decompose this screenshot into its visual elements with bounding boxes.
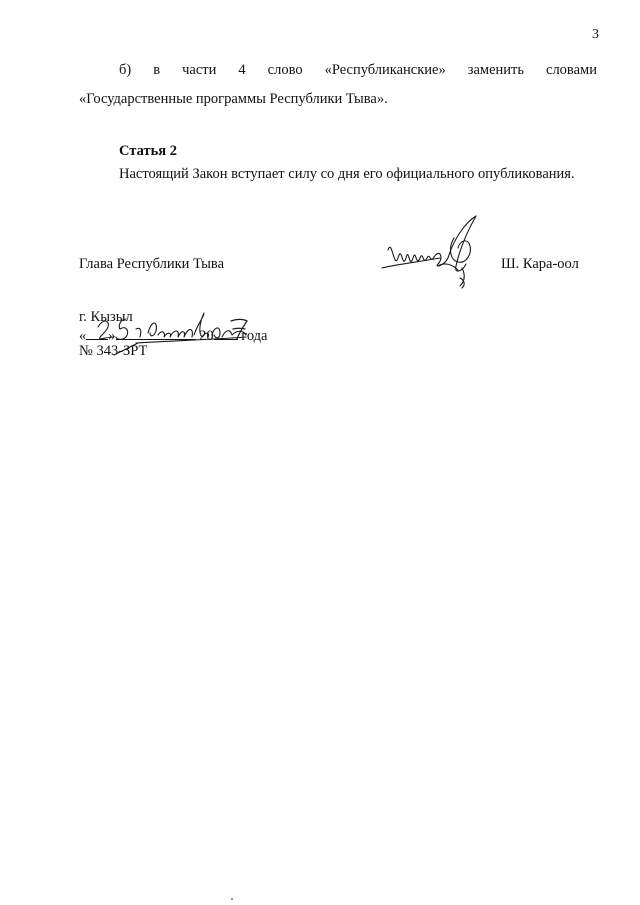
quote-close: » xyxy=(108,328,116,344)
item-b-word: слово xyxy=(267,62,303,78)
article-text: Настоящий Закон вступает силу со дня его официального опубликования. xyxy=(119,166,575,182)
item-b-line xyxy=(119,62,597,79)
item-b-word: б) xyxy=(119,62,132,78)
handwritten-signature xyxy=(378,208,486,292)
year-word: года xyxy=(241,328,268,344)
item-b-word: 4 xyxy=(238,62,246,78)
item-b-word: в xyxy=(153,62,161,78)
quote-open: « xyxy=(79,328,87,344)
city: г. Кызыл xyxy=(79,309,133,325)
handwritten-year-digit xyxy=(225,315,251,341)
item-b-word: словами xyxy=(546,62,597,78)
item-b-word: «Республиканские» xyxy=(324,62,446,78)
handwritten-number-stroke xyxy=(112,339,140,359)
item-b-continuation: «Государственные программы Республики Тыва». xyxy=(79,91,388,107)
law-number: № 343-ЗРТ xyxy=(79,343,148,359)
item-b-word: заменить xyxy=(467,62,524,78)
scan-dot xyxy=(231,898,233,900)
century: 20 xyxy=(199,328,214,344)
signatory-title: Глава Республики Тыва xyxy=(79,256,225,272)
article-heading: Статья 2 xyxy=(119,143,177,159)
item-b-word: части xyxy=(182,62,217,78)
signatory-name: Ш. Кара-оол xyxy=(501,256,579,272)
page-number: 3 xyxy=(592,27,599,42)
